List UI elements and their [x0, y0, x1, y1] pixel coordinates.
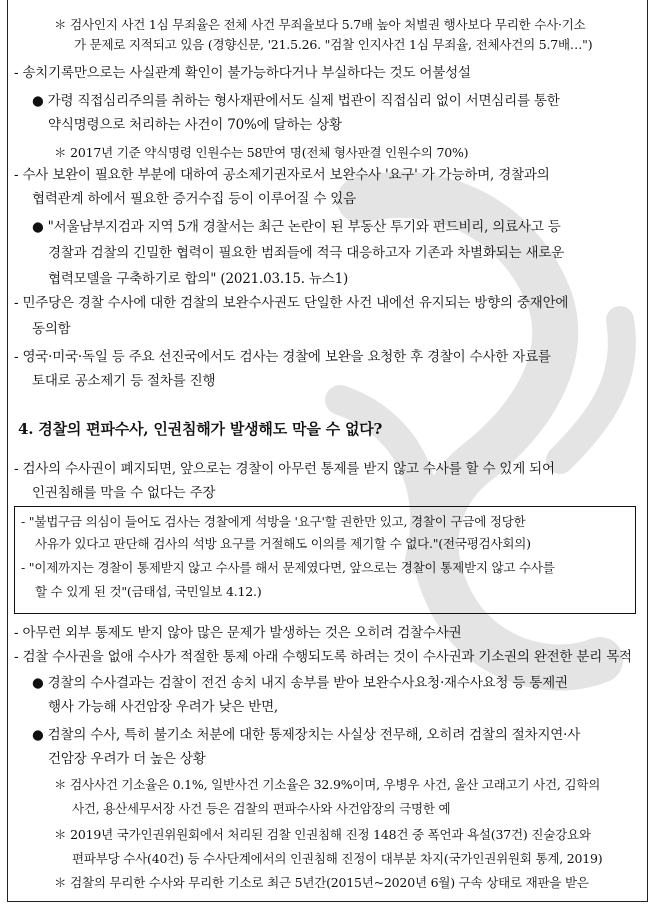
quote-line: - "이제까지는 경찰이 통제받지 않고 수사를 해서 문제였다면, 앞으로는 경찰이 통제받지 않고 수사를 — [21, 560, 555, 575]
bullet-item: ● "서울남부지검과 지역 5개 경찰서는 최근 논란이 된 부동산 투기와 펀드비리, 의료사고 등 — [32, 219, 561, 235]
note-line-cont: 사건, 용산세무서장 사건 등은 검찰의 편파수사와 사건암장의 극명한 예 — [72, 801, 451, 816]
bullet-item-cont: 약식명령으로 처리하는 사건이 70%에 달하는 상황 — [48, 117, 342, 133]
dash-item: - 아무런 외부 통제도 받지 않아 많은 문제가 발생하는 것은 오히려 검찰수사권 — [14, 625, 462, 641]
dash-item: - 검찰 수사권을 없애 수사가 적절한 통제 아래 수행되도록 하려는 것이 수사권과 기소권의 완전한 분리 목적 — [14, 649, 632, 665]
quote-line: - "불법구금 의심이 들어도 검사는 경찰에게 석방을 '요구'할 권한만 있고, 경찰이 구금에 정당한 — [21, 514, 526, 529]
bullet-item-cont: 건암장 우려가 더 높은 상황 — [48, 751, 206, 767]
section-heading: 4. 경찰의 편파수사, 인권침해가 발생해도 막을 수 없다? — [18, 420, 383, 438]
dash-item-cont: 인권침해를 막을 수 없다는 주장 — [32, 485, 216, 501]
bullet-item-cont: 행사 가능해 사건암장 우려가 낮은 반면, — [48, 699, 279, 715]
dash-item: - 수사 보완이 필요한 부분에 대하여 공소제기권자로서 보완수사 '요구' 가 가능하며, 경찰과의 — [14, 167, 550, 183]
bullet-item: ● 검찰의 수사, 특히 불기소 처분에 대한 통제장치는 사실상 전무해, 오히려 검찰의 절차지연·사 — [32, 727, 581, 743]
bullet-item: ● 경찰의 수사결과는 검찰이 전건 송치 내지 송부를 받아 보완수사요청·재수사요청 등 통제권 — [32, 675, 568, 691]
note-line: ＊ 2017년 기준 약식명령 인원수는 58만여 명(전체 형사판결 인원수의 70%) — [54, 145, 469, 160]
note-line: ＊ 검사인지 사건 1심 무죄율은 전체 사건 무죄율보다 5.7배 높아 처벌권 행사보다 무리한 수사·기소 — [54, 17, 586, 32]
quote-box — [14, 506, 636, 614]
bullet-item-cont: 협력모델을 구축하기로 합의" (2021.03.15. 뉴스1) — [48, 271, 349, 287]
note-line: 가 문제로 지적되고 있음 (경향신문, '21.5.26. "검찰 인지사건 1심 무죄율, 전체사건의 5.7배…") — [74, 37, 593, 52]
note-line-cont: 편파부당 수사(40건) 등 수사단계에서의 인권침해 진정이 대부분 차지(국가인권위원회 통계, 2019) — [72, 851, 603, 866]
note-line: ＊ 검찰의 무리한 수사와 무리한 기소로 최근 5년간(2015년~2020년 6월) 구속 상태로 재판을 받은 — [54, 875, 589, 890]
dash-item-cont: 토대로 공소제기 등 절차를 진행 — [32, 373, 216, 389]
note-line: ＊ 검사사건 기소율은 0.1%, 일반사건 기소율은 32.9%이며, 우병우 사건, 울산 고래고기 사건, 김학의 — [54, 777, 601, 792]
dash-item: - 검사의 수사권이 폐지되면, 앞으로는 경찰이 아무런 통제를 받지 않고 수사를 할 수 있게 되어 — [14, 461, 555, 477]
dash-item: - 송치기록만으로는 사실관계 확인이 불가능하다거나 부실하다는 것도 어불성설 — [14, 65, 471, 81]
dash-item-cont: 동의함 — [32, 321, 71, 337]
bullet-item-cont: 경찰과 검찰의 긴밀한 협력이 필요한 범죄들에 적극 대응하고자 기존과 차별화되는 새로운 — [48, 245, 565, 261]
note-line: ＊ 2019년 국가인권위원회에서 처리된 검찰 인권침해 진정 148건 중 폭언과 욕설(37건) 진술강요와 — [54, 827, 591, 842]
quote-line: 할 수 있게 된 것"(금태섭, 국민일보 4.12.) — [35, 584, 262, 599]
dash-item: - 영국·미국·독일 등 주요 선진국에서도 검사는 경찰에 보완을 요청한 후 경찰이 수사한 자료를 — [14, 349, 551, 365]
bullet-item: ● 가령 직접심리주의를 취하는 형사재판에서도 실제 법관이 직접심리 없이 서면심리를 통한 — [32, 93, 560, 109]
dash-item: - 민주당은 경찰 수사에 대한 검찰의 보완수사권도 단일한 사건 내에선 유지되는 방향의 중재안에 — [14, 295, 569, 311]
quote-line: 사유가 있다고 판단해 검사의 석방 요구를 거절해도 이의를 제기할 수 없다."(전국평검사회의) — [35, 536, 531, 551]
dash-item-cont: 협력관계 하에서 필요한 증거수집 등이 이루어질 수 있음 — [32, 191, 356, 207]
